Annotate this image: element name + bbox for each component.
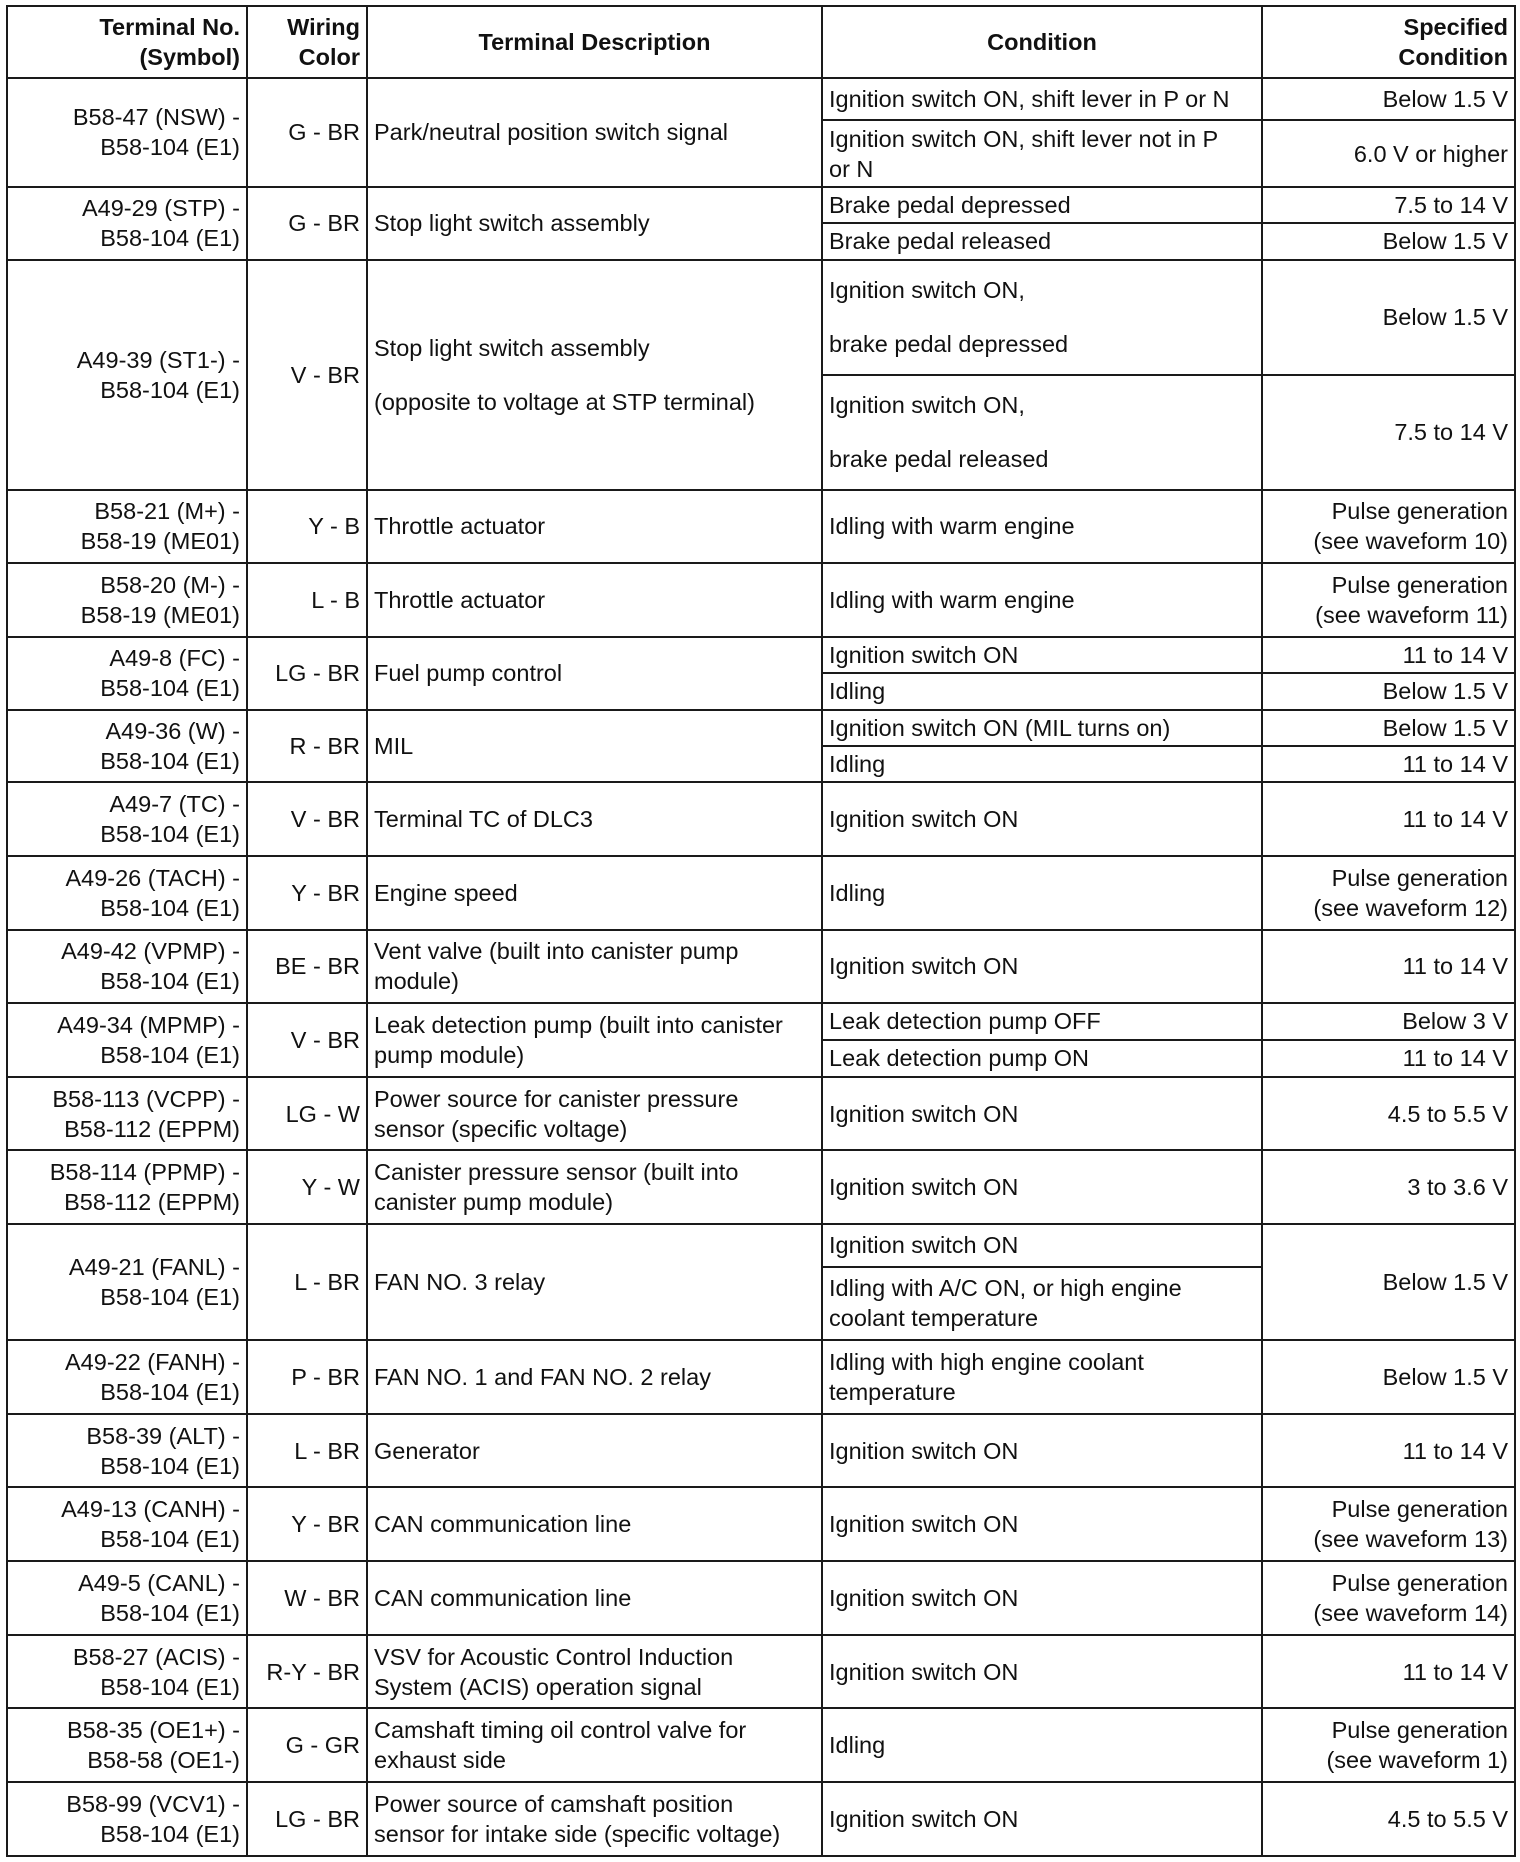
condition-cell: Ignition switch ON	[822, 1487, 1262, 1561]
specified-condition-cell: 11 to 14 V	[1262, 782, 1515, 856]
wiring-color-cell: Y - BR	[247, 1487, 367, 1561]
description-cell: Vent valve (built into canister pump module)	[367, 930, 822, 1004]
description-cell: CAN communication line	[367, 1487, 822, 1561]
table-row	[7, 1782, 1515, 1856]
condition-cell: Idling with A/C ON, or high engine coolant temperature	[822, 1267, 1262, 1341]
table-row	[7, 1561, 1515, 1635]
condition-cell: Ignition switch ON (MIL turns on)	[822, 710, 1262, 746]
wiring-color-cell: V - BR	[247, 782, 367, 856]
condition-cell: Idling	[822, 746, 1262, 782]
specified-condition-cell: Below 1.5 V	[1262, 223, 1515, 259]
table-row	[7, 490, 1515, 564]
description-cell: VSV for Acoustic Control Induction System (ACIS) operation signal	[367, 1635, 822, 1709]
specified-condition-cell: Below 1.5 V	[1262, 673, 1515, 709]
condition-cell: Brake pedal depressed	[822, 187, 1262, 223]
description-cell: Fuel pump control	[367, 637, 822, 710]
terminal-cell: B58-20 (M-) - B58-19 (ME01)	[7, 563, 247, 637]
table-row	[7, 1340, 1515, 1414]
terminal-cell: B58-113 (VCPP) - B58-112 (EPPM)	[7, 1077, 247, 1151]
terminal-cell: B58-99 (VCV1) - B58-104 (E1)	[7, 1782, 247, 1856]
description-cell: FAN NO. 1 and FAN NO. 2 relay	[367, 1340, 822, 1414]
description-cell: Generator	[367, 1414, 822, 1488]
table-row	[7, 930, 1515, 1004]
condition-cell: Ignition switch ON	[822, 1224, 1262, 1266]
description-cell: Engine speed	[367, 856, 822, 930]
specified-condition-cell: Pulse generation (see waveform 1)	[1262, 1708, 1515, 1782]
terminal-cell: B58-21 (M+) - B58-19 (ME01)	[7, 490, 247, 564]
table-row	[7, 782, 1515, 856]
terminal-cell: B58-27 (ACIS) - B58-104 (E1)	[7, 1635, 247, 1709]
description-cell: Leak detection pump (built into canister pump module)	[367, 1003, 822, 1077]
terminal-table	[6, 5, 1516, 1857]
terminal-cell: A49-34 (MPMP) - B58-104 (E1)	[7, 1003, 247, 1077]
condition-cell: Ignition switch ON	[822, 1782, 1262, 1856]
table-row	[7, 260, 1515, 375]
wiring-color-cell: W - BR	[247, 1561, 367, 1635]
header-row	[7, 6, 1515, 78]
table-row	[7, 1224, 1515, 1266]
terminal-cell: A49-13 (CANH) - B58-104 (E1)	[7, 1487, 247, 1561]
specified-condition-cell: Below 1.5 V	[1262, 78, 1515, 120]
specified-condition-cell: 11 to 14 V	[1262, 637, 1515, 673]
table-row	[7, 187, 1515, 223]
table-row	[7, 78, 1515, 120]
condition-cell: Ignition switch ON, shift lever not in P or N	[822, 120, 1262, 187]
condition-cell: Brake pedal released	[822, 223, 1262, 259]
wiring-color-cell: LG - BR	[247, 1782, 367, 1856]
specified-condition-cell: Pulse generation (see waveform 14)	[1262, 1561, 1515, 1635]
condition-cell: Idling	[822, 1708, 1262, 1782]
wiring-color-cell: L - BR	[247, 1414, 367, 1488]
specified-condition-cell: 11 to 14 V	[1262, 1414, 1515, 1488]
condition-cell: Idling	[822, 856, 1262, 930]
wiring-color-cell: G - BR	[247, 78, 367, 187]
wiring-color-cell: G - GR	[247, 1708, 367, 1782]
wiring-color-cell: Y - BR	[247, 856, 367, 930]
specified-condition-cell: 4.5 to 5.5 V	[1262, 1077, 1515, 1151]
description-cell: CAN communication line	[367, 1561, 822, 1635]
description-cell: Throttle actuator	[367, 490, 822, 564]
specified-condition-cell: 7.5 to 14 V	[1262, 187, 1515, 223]
description-cell: MIL	[367, 710, 822, 783]
header-specified-label: Specified Condition	[1398, 14, 1508, 70]
condition-cell: Ignition switch ON, brake pedal released	[822, 375, 1262, 490]
wiring-color-cell: LG - W	[247, 1077, 367, 1151]
table-row	[7, 710, 1515, 746]
specified-condition-cell: Pulse generation (see waveform 13)	[1262, 1487, 1515, 1561]
description-cell: Stop light switch assembly (opposite to voltage at STP terminal)	[367, 260, 822, 490]
wiring-color-cell: LG - BR	[247, 637, 367, 710]
wiring-color-cell: P - BR	[247, 1340, 367, 1414]
specified-condition-cell: Pulse generation (see waveform 10)	[1262, 490, 1515, 564]
specified-condition-cell: Below 1.5 V	[1262, 1340, 1515, 1414]
specified-condition-cell: 11 to 14 V	[1262, 1635, 1515, 1709]
condition-cell: Idling with warm engine	[822, 563, 1262, 637]
condition-cell: Idling with warm engine	[822, 490, 1262, 564]
terminal-cell: A49-26 (TACH) - B58-104 (E1)	[7, 856, 247, 930]
table-row	[7, 1077, 1515, 1151]
specified-condition-cell: 3 to 3.6 V	[1262, 1150, 1515, 1224]
wiring-color-cell: L - B	[247, 563, 367, 637]
header-description	[367, 6, 822, 78]
header-wiring-label: Wiring Color	[287, 14, 360, 70]
specified-condition-cell: Below 3 V	[1262, 1003, 1515, 1039]
table-row	[7, 563, 1515, 637]
table-row	[7, 1708, 1515, 1782]
specified-condition-cell: Pulse generation (see waveform 12)	[1262, 856, 1515, 930]
table-row	[7, 1150, 1515, 1224]
wiring-color-cell: V - BR	[247, 260, 367, 490]
terminal-cell: A49-5 (CANL) - B58-104 (E1)	[7, 1561, 247, 1635]
description-cell: FAN NO. 3 relay	[367, 1224, 822, 1340]
terminal-cell: A49-22 (FANH) - B58-104 (E1)	[7, 1340, 247, 1414]
description-cell: Stop light switch assembly	[367, 187, 822, 260]
wiring-color-cell: R-Y - BR	[247, 1635, 367, 1709]
condition-cell: Idling with high engine coolant temperature	[822, 1340, 1262, 1414]
table-body	[7, 78, 1515, 1856]
table-row	[7, 1635, 1515, 1709]
terminal-cell: A49-39 (ST1-) - B58-104 (E1)	[7, 260, 247, 490]
terminal-cell: B58-47 (NSW) - B58-104 (E1)	[7, 78, 247, 187]
wiring-color-cell: BE - BR	[247, 930, 367, 1004]
wiring-color-cell: Y - W	[247, 1150, 367, 1224]
condition-cell: Ignition switch ON	[822, 1150, 1262, 1224]
description-cell: Power source for canister pressure sensor (specific voltage)	[367, 1077, 822, 1151]
wiring-color-cell: L - BR	[247, 1224, 367, 1340]
specified-condition-cell: 6.0 V or higher	[1262, 120, 1515, 187]
terminal-cell: A49-7 (TC) - B58-104 (E1)	[7, 782, 247, 856]
description-cell: Throttle actuator	[367, 563, 822, 637]
terminal-cell: A49-8 (FC) - B58-104 (E1)	[7, 637, 247, 710]
header-wiring	[247, 6, 367, 78]
condition-cell: Ignition switch ON	[822, 782, 1262, 856]
condition-cell: Ignition switch ON, shift lever in P or N	[822, 78, 1262, 120]
specified-condition-cell: 4.5 to 5.5 V	[1262, 1782, 1515, 1856]
wiring-color-cell: R - BR	[247, 710, 367, 783]
specified-condition-cell: 11 to 14 V	[1262, 746, 1515, 782]
table-row	[7, 1414, 1515, 1488]
wiring-color-cell: V - BR	[247, 1003, 367, 1077]
condition-cell: Ignition switch ON, brake pedal depressed	[822, 260, 1262, 375]
table-row	[7, 1487, 1515, 1561]
description-cell: Camshaft timing oil control valve for exhaust side	[367, 1708, 822, 1782]
wiring-color-cell: Y - B	[247, 490, 367, 564]
condition-cell: Leak detection pump ON	[822, 1040, 1262, 1077]
terminal-cell: A49-29 (STP) - B58-104 (E1)	[7, 187, 247, 260]
description-cell: Power source of camshaft position sensor for intake side (specific voltage)	[367, 1782, 822, 1856]
wiring-color-cell: G - BR	[247, 187, 367, 260]
specified-condition-cell: 11 to 14 V	[1262, 930, 1515, 1004]
specified-condition-cell: Pulse generation (see waveform 11)	[1262, 563, 1515, 637]
header-terminal-label: Terminal No. (Symbol)	[99, 14, 240, 70]
table-row	[7, 856, 1515, 930]
specified-condition-cell: Below 1.5 V	[1262, 710, 1515, 746]
specified-condition-cell: Below 1.5 V	[1262, 260, 1515, 375]
header-condition-label: Condition	[987, 29, 1097, 55]
header-description-label: Terminal Description	[478, 29, 711, 55]
header-terminal	[7, 6, 247, 78]
terminal-cell: A49-42 (VPMP) - B58-104 (E1)	[7, 930, 247, 1004]
description-cell: Park/neutral position switch signal	[367, 78, 822, 187]
terminal-cell: B58-35 (OE1+) - B58-58 (OE1-)	[7, 1708, 247, 1782]
terminal-cell: B58-114 (PPMP) - B58-112 (EPPM)	[7, 1150, 247, 1224]
condition-cell: Ignition switch ON	[822, 930, 1262, 1004]
condition-cell: Ignition switch ON	[822, 1077, 1262, 1151]
condition-cell: Leak detection pump OFF	[822, 1003, 1262, 1039]
table-row	[7, 1003, 1515, 1039]
description-cell: Canister pressure sensor (built into canister pump module)	[367, 1150, 822, 1224]
condition-cell: Ignition switch ON	[822, 637, 1262, 673]
terminal-cell: A49-21 (FANL) - B58-104 (E1)	[7, 1224, 247, 1340]
header-specified	[1262, 6, 1515, 78]
table-row	[7, 637, 1515, 673]
condition-cell: Ignition switch ON	[822, 1414, 1262, 1488]
header-condition	[822, 6, 1262, 78]
terminal-cell: A49-36 (W) - B58-104 (E1)	[7, 710, 247, 783]
specified-condition-cell: Below 1.5 V	[1262, 1224, 1515, 1340]
description-cell: Terminal TC of DLC3	[367, 782, 822, 856]
specified-condition-cell: 11 to 14 V	[1262, 1040, 1515, 1077]
terminal-cell: B58-39 (ALT) - B58-104 (E1)	[7, 1414, 247, 1488]
condition-cell: Ignition switch ON	[822, 1635, 1262, 1709]
condition-cell: Idling	[822, 673, 1262, 709]
specified-condition-cell: 7.5 to 14 V	[1262, 375, 1515, 490]
condition-cell: Ignition switch ON	[822, 1561, 1262, 1635]
